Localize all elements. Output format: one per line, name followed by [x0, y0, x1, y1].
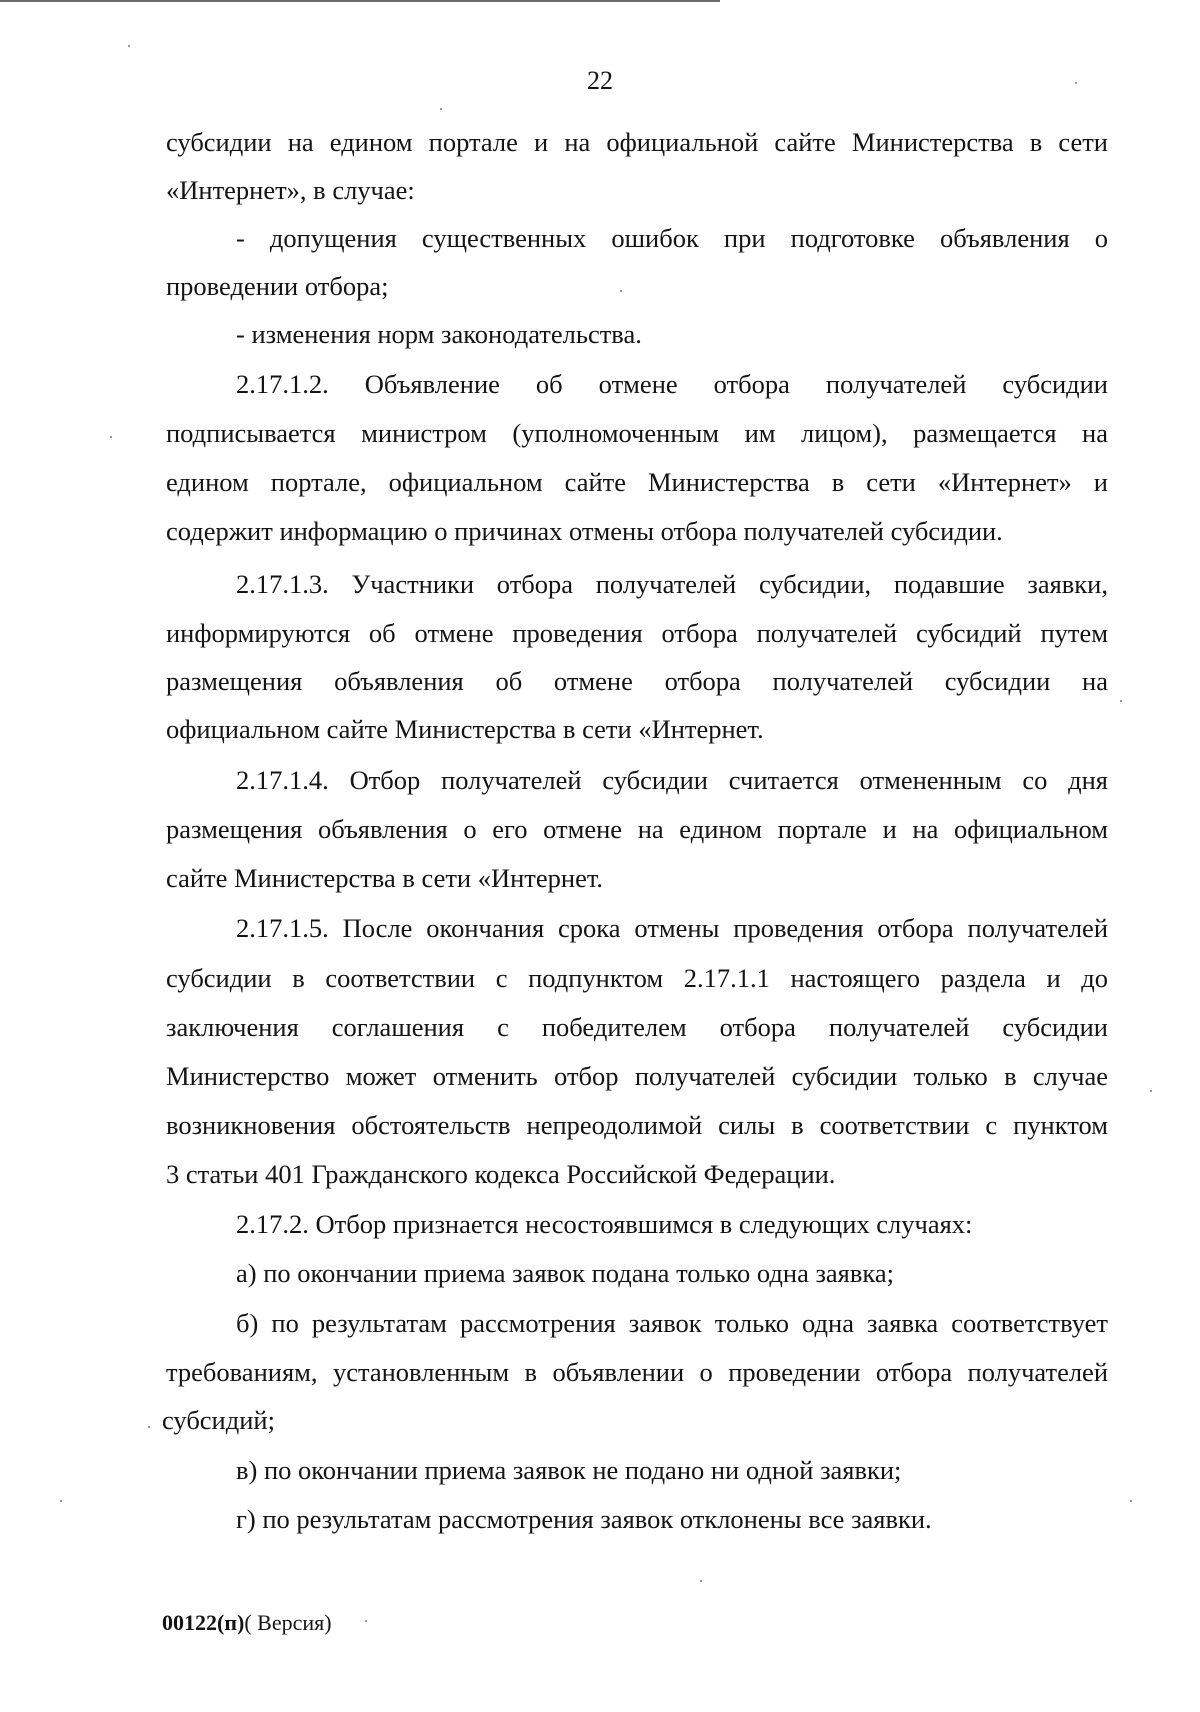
text-line: «Интернет», в случае: — [166, 175, 415, 205]
text-line: в) по окончании приема заявок не подано ни одной заявки; — [236, 1455, 902, 1485]
scan-speck — [1075, 82, 1077, 84]
scan-edge — [0, 0, 720, 2]
text-line: сайте Министерства в сети «Интернет. — [166, 863, 604, 893]
text-line: 2.17.1.3. Участники отбора получателей субсидии, подавшие заявки, — [236, 569, 1108, 599]
scan-speck — [1130, 1500, 1132, 1502]
text-line: 3 статьи 401 Гражданского кодекса Российской Федерации. — [166, 1159, 836, 1189]
text-line: 2.17.1.2. Объявление об отмене отбора получателей субсидии — [236, 369, 1108, 399]
scan-speck — [365, 1620, 367, 1622]
text-line: Министерство может отменить отбор получателей субсидии только в случае — [166, 1061, 1108, 1091]
document-code: 00122(п) — [162, 1610, 245, 1635]
text-line: субсидии на едином портале и на официальной сайте Министерства в сети — [166, 127, 1108, 157]
scan-speck — [148, 1426, 150, 1428]
text-line: - изменения норм законодательства. — [236, 319, 642, 349]
text-line: проведении отбора; — [166, 271, 389, 301]
text-line: субсидии в соответствии с подпунктом 2.17.1.1 настоящего раздела и до — [166, 963, 1108, 993]
text-line: подписывается министром (уполномоченным им лицом), размещается на — [166, 418, 1108, 448]
text-line: 2.17.2. Отбор признается несостоявшимся в следующих случаях: — [236, 1209, 973, 1239]
text-line: б) по результатам рассмотрения заявок только одна заявка соответствует — [236, 1308, 1108, 1338]
scan-speck — [620, 290, 622, 292]
text-line: 2.17.1.5. После окончания срока отмены проведения отбора получателей — [236, 913, 1108, 943]
scan-speck — [1120, 700, 1122, 702]
scan-speck — [1150, 1090, 1152, 1092]
document-version: ( Версия) — [244, 1610, 332, 1635]
text-line: требованиям, установленным в объявлении о проведении отбора получателей — [166, 1357, 1108, 1387]
text-line: размещения объявления о его отмене на едином портале и на официальном — [166, 814, 1108, 844]
text-line: едином портале, официальном сайте Министерства в сети «Интернет» и — [166, 467, 1108, 497]
text-line: официальном сайте Министерства в сети «Интернет. — [166, 714, 764, 744]
document-footer — [162, 1608, 332, 1638]
text-line: а) по окончании приема заявок подана только одна заявка; — [236, 1258, 894, 1288]
scan-speck — [110, 436, 112, 438]
text-line: г) по результатам рассмотрения заявок отклонены все заявки. — [236, 1504, 932, 1534]
page-number: 22 — [587, 66, 613, 95]
scan-speck — [700, 1580, 702, 1582]
text-line: заключения соглашения с победителем отбора получателей субсидии — [166, 1012, 1108, 1042]
text-line: возникновения обстоятельств непреодолимой силы в соответствии с пунктом — [166, 1110, 1108, 1140]
text-line: содержит информацию о причинах отмены отбора получателей субсидии. — [166, 516, 1003, 546]
text-line: размещения объявления об отмене отбора получателей субсидии на — [166, 666, 1108, 696]
text-line: информируются об отмене проведения отбора получателей субсидий путем — [166, 618, 1108, 648]
text-line: субсидий; — [162, 1405, 275, 1435]
scan-speck — [440, 108, 442, 110]
text-line: - допущения существенных ошибок при подготовке объявления о — [236, 223, 1108, 253]
scan-speck — [60, 1500, 62, 1502]
scan-speck — [128, 45, 130, 47]
text-line: 2.17.1.4. Отбор получателей субсидии считается отмененным со дня — [236, 765, 1108, 795]
